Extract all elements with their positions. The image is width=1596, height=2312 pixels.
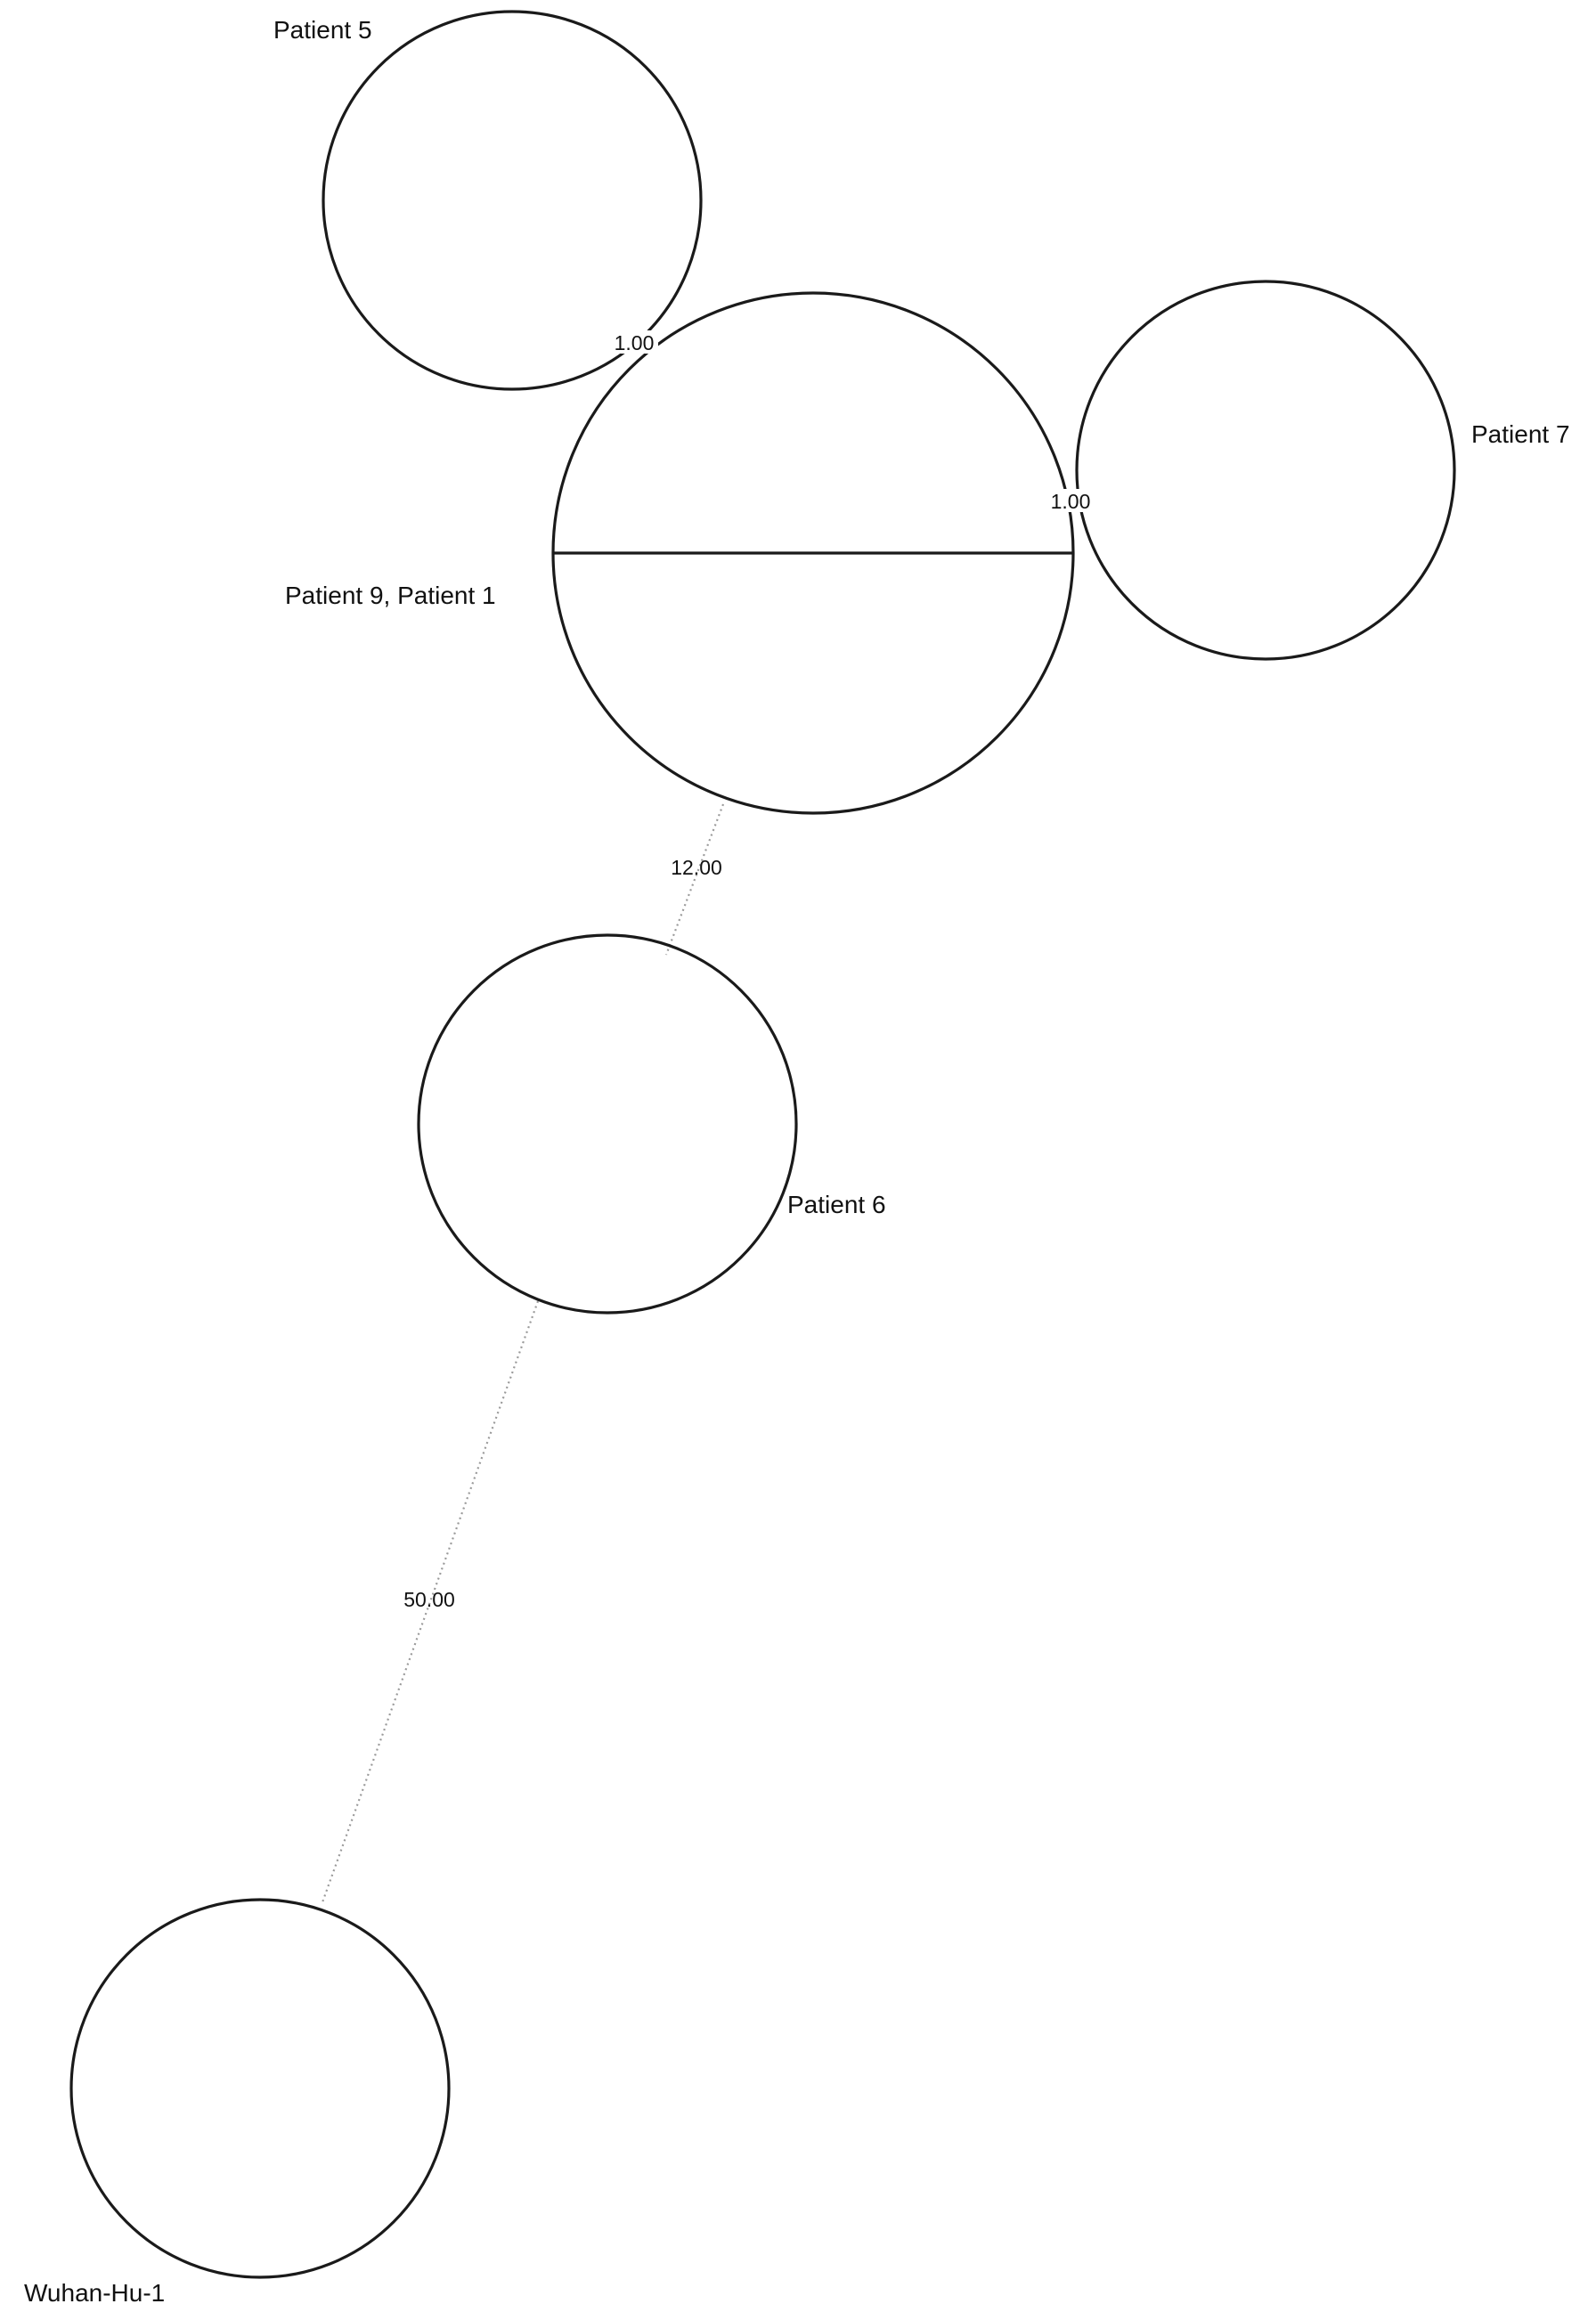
- label-patient7: Patient 7: [1471, 420, 1570, 448]
- label-wuhan-hu-1: Wuhan-Hu-1: [24, 2279, 166, 2307]
- node-patient7: [1077, 281, 1454, 659]
- edge-label-patient6-wuhan: 50.00: [403, 1588, 455, 1611]
- edges: [322, 804, 723, 1902]
- label-patient6: Patient 6: [787, 1191, 886, 1218]
- edge-label-patient9-patient6: 12.00: [671, 856, 722, 879]
- edge-label-patient5-patient9: 1.00: [614, 331, 655, 354]
- node-labels: [24, 16, 1570, 2307]
- edge-label-patient9-patient7: 1.00: [1050, 490, 1091, 513]
- edge-labels: [403, 330, 1095, 1611]
- label-patient5: Patient 5: [273, 16, 372, 44]
- node-patient6: [419, 935, 796, 1313]
- label-patient9-patient1: Patient 9, Patient 1: [285, 582, 496, 609]
- edge-patient9-patient6: [666, 804, 723, 955]
- node-wuhan-hu-1: [71, 1900, 449, 2277]
- nodes: [71, 12, 1454, 2277]
